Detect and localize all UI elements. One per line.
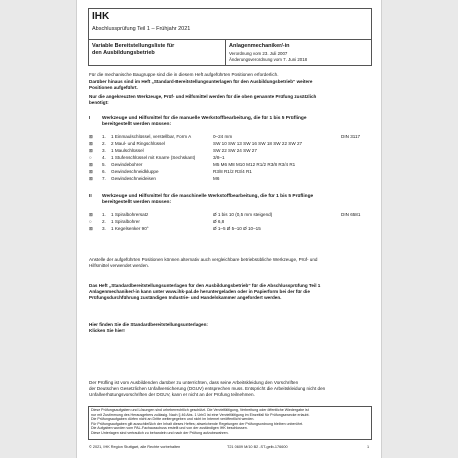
legal-line3: Die Prüfungsaufgaben dürfen nicht an Dritte weitergegeben und nicht im Internet veröffentlicht werden. — [91, 417, 255, 422]
checkbox-mark[interactable]: ○ — [89, 219, 92, 224]
item-index: 1. — [102, 134, 106, 139]
item-index: 3. — [102, 226, 106, 231]
item-spec: R3/8 R1/2 R3/4 R1 — [213, 169, 252, 174]
item-norm: DIN 3117 — [341, 134, 361, 139]
checkbox-mark[interactable]: ⊠ — [89, 176, 93, 181]
item-spec: 0–24 mm — [213, 134, 233, 139]
org-name: IHK — [92, 11, 110, 22]
intro-line2: Darüber hinaus sind im Heft „Standard-Bereitstellungsunterlagen für den Ausbildungsbetrieb“ weitere — [89, 79, 313, 84]
section1-title-line1: Werkzeuge und Hilfsmittel für die manuelle Werkstoffbearbeitung, die für 1 bis 5 Prüflinge — [102, 116, 307, 121]
alt-note-line2: Hilfsmittel verwendet werden. — [89, 263, 149, 268]
checkbox-mark[interactable]: ⊠ — [89, 134, 93, 139]
checkbox-mark[interactable]: ⊠ — [89, 141, 93, 146]
item-name: 2 Maul- und Ringschlüssel — [111, 141, 165, 146]
item-name: Gewindeschneideisen — [111, 176, 156, 181]
list-item — [77, 141, 383, 147]
checkbox-mark[interactable]: ⊠ — [89, 162, 93, 167]
legal-line5: Die Aufgaben wurden vom PAL-Fachausschuss erstellt und von der zuständigen IHK beschlossen. — [91, 426, 248, 431]
list-item — [77, 176, 383, 182]
item-index: 2. — [102, 219, 106, 224]
document-header — [88, 8, 372, 40]
regulation-line1: Verordnung vom 23. Juli 2007 — [229, 51, 288, 56]
click-here-link[interactable]: Klicken Sie hier! — [89, 328, 125, 333]
title-box-right — [226, 40, 373, 66]
item-spec: SW 22 SW 24 SW 27 — [213, 148, 257, 153]
list-title-line2: den Ausbildungsbetrieb — [92, 50, 155, 56]
item-norm: DIN 6581 — [341, 212, 361, 217]
document-code: T21 0609 M/10 B2 -ST-gelb-176600 — [227, 445, 288, 449]
intro-line1: Für die mechanische Baugruppe sind die in diesem Heft aufgeführten Positionen erforderlich. — [89, 72, 279, 77]
item-name: Gewindeschneidkluppe — [111, 169, 159, 174]
exam-name: Abschlussprüfung Teil 1 – Frühjahr 2021 — [92, 26, 191, 32]
legal-line4: Für Prüfungsaufgaben gilt ausschließlich der Inhalt dieses Heftes; abweichende Regelungen der Prüfungsordnung bleiben unberührt. — [91, 421, 303, 426]
link-note-line1: Hier finden Sie die Standardbereitstellungsunterlagen: — [89, 322, 208, 327]
title-box-left — [89, 40, 226, 66]
item-name: 1 Spiralbohrer — [111, 219, 140, 224]
download-note-line1: Das Heft „Standardbereitstellungsunterlagen für den Ausbildungsbetrieb“ für die Abschlussprüfung Teil 1 — [89, 283, 321, 288]
legal-notice-box — [88, 406, 372, 440]
item-name: 1 Kegelsenker 90° — [111, 226, 149, 231]
item-index: 6. — [102, 169, 106, 174]
item-spec: M6 — [213, 176, 220, 181]
page-number: 1 — [367, 445, 370, 449]
checkbox-mark[interactable]: ⊠ — [89, 212, 93, 217]
section2-title-line2: bereitgestellt werden müssen: — [102, 200, 172, 205]
list-item — [77, 155, 383, 161]
list-item — [77, 134, 383, 140]
download-note-line2: Anlagenmechaniker/-in kann unter www.ihk-pal.de heruntergeladen oder in Papierform bei der für die — [89, 289, 310, 294]
profession-title: Anlagenmechaniker/-in — [229, 43, 290, 49]
download-note-line3: Prüfungsdurchführung zuständigen Industrie- und Handelskammer angefordert werden. — [89, 295, 282, 300]
intro-line5: benötigt: — [89, 100, 109, 105]
item-spec: M5 M6 M8 M10 M12 R1/2 R3/8 R3/4 R1 — [213, 162, 296, 167]
item-spec: Ø 1–5 Ø 5–10 Ø 10–15 — [213, 226, 261, 231]
safety-note-line3: Unfallverhütungsvorschriften der DGUV, kann er nicht an der Prüfung teilnehmen. — [89, 392, 255, 397]
item-spec: Ø 6,8 — [213, 219, 225, 224]
item-name: 1 Einmaulschlüssel, verstellbar, Form A — [111, 134, 192, 139]
list-item — [77, 148, 383, 154]
alt-note-line1: Anstelle der aufgeführten Positionen können alternativ auch vergleichbare betriebsübliche Werkzeuge, Prüf- und — [89, 257, 318, 262]
list-item — [77, 162, 383, 168]
safety-note-line2: der Deutschen Gesetzlichen Unfallversicherung (DGUV) entsprechen muss. Entspricht die Arbeitskleidung nicht den — [89, 386, 326, 391]
checkbox-mark[interactable]: ⊠ — [89, 169, 93, 174]
list-item — [77, 219, 383, 225]
item-name: Gewindebohrer — [111, 162, 143, 167]
safety-note-line1: Der Prüfling ist vom Ausbildenden darüber zu unterrichten, dass seine Arbeitskleidung den Vorschriften — [89, 380, 299, 385]
list-title-line1: Variable Bereitstellungsliste für — [92, 43, 175, 49]
copyright: © 2021, IHK Region Stuttgart, alle Rechte vorbehalten — [89, 445, 181, 449]
checkbox-mark[interactable]: ⊠ — [89, 226, 93, 231]
legal-line1: Diese Prüfungsaufgaben und Lösungen sind urheberrechtlich geschützt. Die Vervielfältigung, Verbreitung oder öffentliche Wiedergabe ist — [91, 408, 309, 412]
checkbox-mark[interactable]: ⊠ — [89, 148, 93, 153]
list-item — [77, 212, 383, 218]
section1-title-line2: bereitgestellt werden müssen: — [102, 122, 172, 127]
list-item — [77, 169, 383, 175]
intro-line4: Nur die angekreuzten Werkzeuge, Prüf- und Hilfsmittel werden für die oben genannte Prüfung zusätzlich — [89, 94, 317, 99]
item-name: 1 Spiralbohrersatz — [111, 212, 149, 217]
item-index: 7. — [102, 176, 106, 181]
legal-line2: nur mit Zustimmung des Herausgebers zulässig. Nach § 46 Abs. 1 UrhG ist eine Vervielfältigung im Einzelfall für Prüfungszwecke erlaubt. — [91, 412, 310, 417]
item-spec: Ø 1 bis 10 (0,5 mm steigend) — [213, 212, 273, 217]
item-index: 4. — [102, 155, 106, 160]
section2-number: II — [89, 194, 92, 199]
section2-title-line1: Werkzeuge und Hilfsmittel für die maschinelle Werkstoffbearbeitung, die für 1 bis 5 Prüflinge — [102, 194, 314, 199]
item-index: 2. — [102, 141, 106, 146]
item-name: 1 Stufenschlüssel mit Knarre (Sechskant) — [111, 155, 196, 160]
item-index: 5. — [102, 162, 106, 167]
document-page — [76, 0, 382, 458]
title-box — [88, 40, 372, 66]
item-index: 1. — [102, 212, 106, 217]
item-name: 1 Maulschlüssel — [111, 148, 144, 153]
legal-line6: Diese Unterlagen sind vertraulich zu behandeln und nach der Prüfung aufzubewahren. — [91, 430, 229, 435]
checkbox-mark[interactable]: ○ — [89, 155, 92, 160]
item-index: 3. — [102, 148, 106, 153]
item-spec: SW 10 SW 13 SW 16 SW 18 SW 22 SW 27 — [213, 141, 303, 146]
intro-line3: Positionen aufgeführt. — [89, 85, 138, 90]
list-item — [77, 226, 383, 232]
item-spec: 3/8–1 — [213, 155, 225, 160]
regulation-line2: Änderungsverordnung vom 7. Juni 2018 — [229, 56, 308, 62]
section1-number: I — [89, 116, 91, 121]
